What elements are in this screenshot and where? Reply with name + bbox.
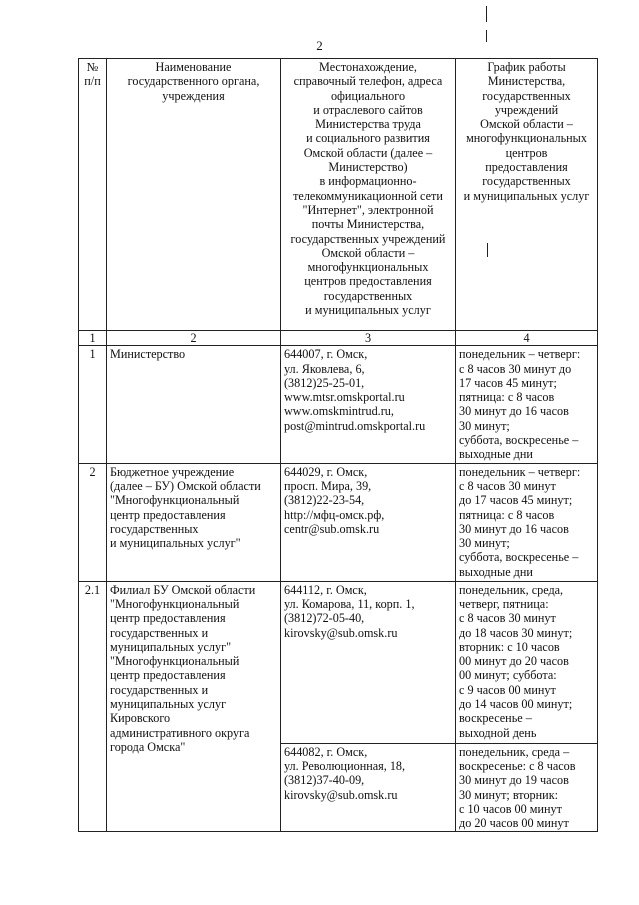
- org-contacts: 644112, г. Омск, ул. Комарова, 11, корп. 1, (3812)72-05-40, kirovsky@sub.omsk.ru: [281, 581, 456, 743]
- header-schedule: График работы Министерства, государственных учреждений Омской области – многофункциональных центров предоставления государственных и муниципальных услуг: [456, 59, 598, 331]
- org-schedule: понедельник, среда – воскресенье: с 8 часов 30 минут до 19 часов 30 минут; вторник: с 10 часов 00 минут до 20 часов 00 минут: [456, 743, 598, 832]
- row-number: 2: [79, 463, 107, 581]
- org-name: Филиал БУ Омской области "Многофункциональный центр предоставления государственных и муниципальных услуг" "Многофункциональный центр предоставления государственных и муниципальных услуг Кировского административного округа города Омска": [107, 581, 281, 832]
- page-number: 2: [316, 38, 323, 53]
- table-row: [79, 463, 598, 581]
- table-row: [79, 346, 598, 463]
- org-schedule: понедельник – четверг: с 8 часов 30 минут до 17 часов 45 минут; пятница: с 8 часов 30 минут до 16 часов 30 минут; суббота, воскресенье – выходные дни: [456, 463, 598, 581]
- table-header-row: [79, 59, 598, 331]
- org-schedule: понедельник – четверг: с 8 часов 30 минут до 17 часов 45 минут; пятница: с 8 часов 30 минут до 16 часов 30 минут; суббота, воскресенье – выходные дни: [456, 346, 598, 463]
- org-contacts: 644082, г. Омск, ул. Революционная, 18, (3812)37-40-09, kirovsky@sub.omsk.ru: [281, 743, 456, 832]
- column-number: 4: [456, 331, 598, 346]
- org-name: Бюджетное учреждение (далее – БУ) Омской области "Многофункциональный центр предоставления государственных и муниципальных услуг": [107, 463, 281, 581]
- column-number: 2: [107, 331, 281, 346]
- row-number: 1: [79, 346, 107, 463]
- row-number: 2.1: [79, 581, 107, 832]
- scan-mark: [486, 30, 487, 42]
- scan-mark: [486, 6, 487, 22]
- column-number-row: [79, 331, 598, 346]
- header-name: Наименование государственного органа, учреждения: [107, 59, 281, 331]
- header-location: Местонахождение, справочный телефон, адреса официального и отраслевого сайтов Министерства труда и социального развития Омской области (далее – Министерство) в информационно- телекоммуникационной сети "Интернет", электронной почты Министерства, государственных учреждений Омской области – многофункциональных центров предоставления государственных и муниципальных услуг: [281, 59, 456, 331]
- org-contacts: 644029, г. Омск, просп. Мира, 39, (3812)22-23-54, http://мфц-омск.рф, centr@sub.omsk.ru: [281, 463, 456, 581]
- column-number: 1: [79, 331, 107, 346]
- column-number: 3: [281, 331, 456, 346]
- header-number: № п/п: [79, 59, 107, 331]
- org-name: Министерство: [107, 346, 281, 463]
- org-contacts: 644007, г. Омск, ул. Яковлева, 6, (3812)25-25-01, www.mtsr.omskportal.ru www.omskmintrud.ru, post@mintrud.omskportal.ru: [281, 346, 456, 463]
- table-row: [79, 581, 598, 743]
- org-schedule: понедельник, среда, четверг, пятница: с 8 часов 30 минут до 18 часов 30 минут; вторник: с 10 часов 00 минут до 20 часов 00 минут; суббота: с 9 часов 00 минут до 14 часов 00 минут; воскресенье – выходной день: [456, 581, 598, 743]
- offices-table: [78, 58, 598, 832]
